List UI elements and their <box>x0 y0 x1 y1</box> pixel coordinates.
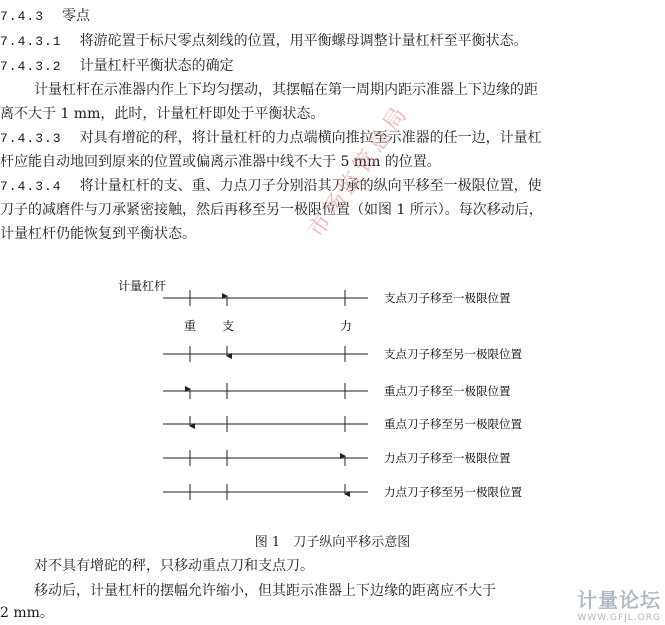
section-number: 7.4.3.3 <box>0 131 62 146</box>
paragraph-line: 刀子的减磨件与刀承紧密接触，然后再移至另一极限位置（如图 1 所示）。每次移动后， <box>0 202 543 218</box>
section-title: 计量杠杆平衡状态的确定 <box>79 58 234 74</box>
paragraph-line: 移动后，计量杠杆的摆幅允许缩小，但其距示准器上下边缘的距离应不大于 <box>34 583 496 599</box>
site-watermark <box>577 584 661 623</box>
section-number: 7.4.3.2 <box>0 59 62 74</box>
watermark-title: 计量论坛 <box>577 588 661 612</box>
section-number: 7.4.3.1 <box>0 34 62 49</box>
paragraph-line: 杆应能自动地回到原来的位置或偏离示准器中线不大于 5 mm 的位置。 <box>0 154 441 170</box>
paragraph-line: 离不大于 1 mm，此时，计量杠杆即处于平衡状态。 <box>0 106 325 122</box>
paragraph-line: 2 mm。 <box>0 605 54 621</box>
section-text: 将游砣置于标尺零点刻线的位置，用平衡螺母调整计量杠杆至平衡状态。 <box>79 33 528 49</box>
watermark-text: 市场监管总局 <box>304 100 415 243</box>
section-number: 7.4.3 <box>0 9 45 24</box>
fulcrum-point-label: 支 <box>222 319 235 333</box>
row-label: 力点刀子移至另一极限位置 <box>384 485 522 499</box>
section-title: 零点 <box>62 8 91 24</box>
row-label: 重点刀子移至一极限位置 <box>384 384 511 398</box>
force-point-label: 力 <box>340 319 353 333</box>
paragraph-line: 计量杠杆仍能恢复到平衡状态。 <box>0 226 196 242</box>
row-label: 支点刀子移至另一极限位置 <box>384 347 522 361</box>
paragraph-line: 计量杠杆在示准器内作上下均匀摆动，其摆幅在第一周期内距示准器上下边缘的距 <box>34 82 538 98</box>
figure-caption: 图 1 刀子纵向平移示意图 <box>254 535 411 550</box>
row-label: 重点刀子移至另一极限位置 <box>384 417 522 431</box>
heavy-point-label: 重 <box>184 319 197 333</box>
row-label: 支点刀子移至一极限位置 <box>384 291 511 305</box>
watermark-url: WWW.GFJL.ORG <box>577 613 661 623</box>
lever-label: 计量杠杆 <box>118 279 167 293</box>
paragraph-line: 对不具有增砣的秤，只移动重点刀和支点刀。 <box>34 558 314 574</box>
row-label: 力点刀子移至一极限位置 <box>384 451 511 465</box>
section-text: 对具有增砣的秤，将计量杠杆的力点端横向推拉至示准器的任一边，计量杠 <box>79 130 542 146</box>
section-text: 将计量杠杆的支、重、力点刀子分别沿其刀承的纵向平移至一极限位置，使 <box>79 178 542 194</box>
section-number: 7.4.3.4 <box>0 179 62 194</box>
